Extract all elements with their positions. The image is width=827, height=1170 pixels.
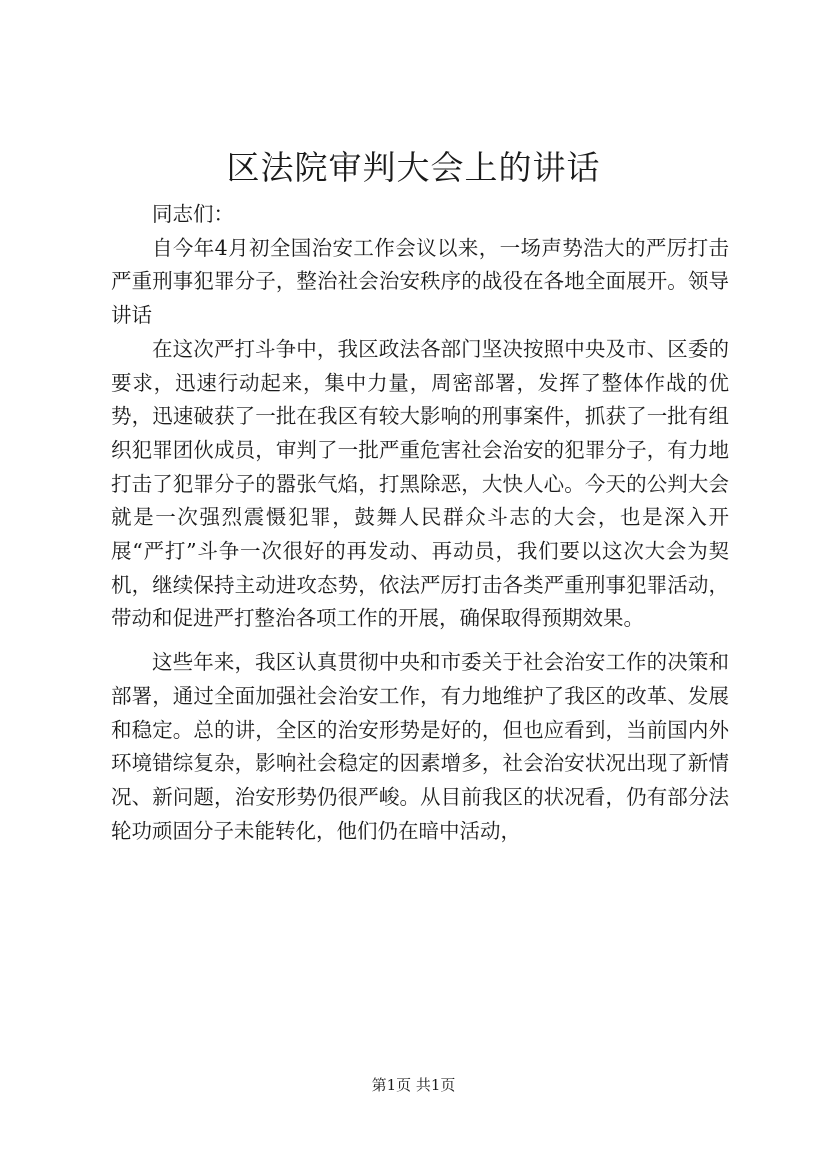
salutation: 同志们： (152, 202, 234, 226)
document-body (111, 198, 729, 848)
document-title: 区法院审判大会上的讲话 (226, 148, 601, 187)
page-footer: 第1页 共1页 (371, 1076, 456, 1094)
paragraph-3: 这些年来，我区认真贯彻中央和市委关于社会治安工作的决策和部署，通过全面加强社会治安工作，有力地维护了我区的改革、发展和稳定。总的讲，全区的治安形势是好的，但也应看到，当前国内外环境错综复杂，影响社会稳定的因素增多，社会治安状况出现了新情况、新问题，治安形势仍很严峻。从目前我区的状况看，仍有部分法轮功顽固分子未能转化，他们仍在暗中活动， (111, 650, 729, 843)
paragraph-1: 自今年4月初全国治安工作会议以来，一场声势浩大的严厉打击严重刑事犯罪分子，整治社会治安秩序的战役在各地全面展开。领导讲话 (111, 235, 729, 328)
paragraph-2: 在这次严打斗争中，我区政法各部门坚决按照中央及市、区委的要求，迅速行动起来，集中力量，周密部署，发挥了整体作战的优势，迅速破获了一批在我区有较大影响的刑事案件，抓获了一批有组织犯罪团伙成员，审判了一批严重危害社会治安的犯罪分子，有力地打击了犯罪分子的嚣张气焰，打黑除恶，大快人心。今天的公判大会就是一次强烈震慑犯罪，鼓舞人民群众斗志的大会，也是深入开展“严打”斗争一次很好的再发动、再动员，我们要以这次大会为契机，继续保持主动进攻态势，依法严厉打击各类严重刑事犯罪活动，带动和促进严打整治各项工作的开展，确保取得预期效果。 (111, 336, 729, 631)
